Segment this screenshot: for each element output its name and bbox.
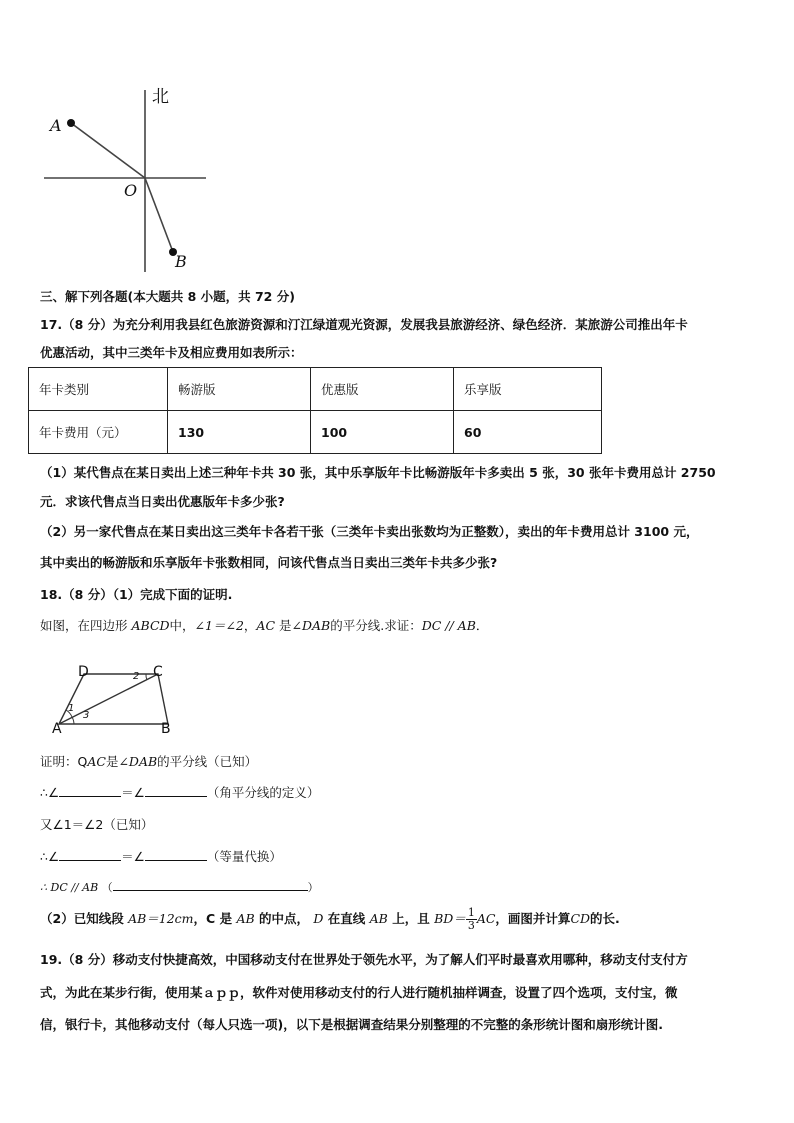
proof-text: 的平分线（已知） <box>157 754 258 769</box>
part2-text: 的中点， <box>259 911 310 926</box>
table-row-label: 年卡费用（元） <box>29 411 168 454</box>
q19-line2: 式，为此在某步行街，使用某ａｐｐ，软件对使用移动支付的行人进行随机抽样调查，设置了四个选项，支付宝，微 <box>40 985 678 1000</box>
equals-text: ＝∠ <box>121 849 145 864</box>
bd-eq: BD＝ <box>434 911 466 926</box>
label-a: A <box>50 116 62 135</box>
open-paren: （ <box>101 881 113 894</box>
proof-line-5 <box>40 877 319 895</box>
ab-length: AB＝12cm <box>128 911 194 926</box>
ray-ob <box>145 178 173 252</box>
given-text: 如图，在四边形 <box>40 618 128 633</box>
angle-arc <box>72 717 74 724</box>
ray-oa <box>71 123 145 178</box>
table-header-cell: 乐享版 <box>454 368 602 411</box>
segment-ab: AB <box>369 911 388 926</box>
table-row <box>29 411 602 454</box>
section-heading: 三、解下列各题(本大题共 8 小题，共 72 分) <box>40 289 295 304</box>
q17-part2-line2: 其中卖出的畅游版和乐享版年卡张数相同，问该代售点当日卖出三类年卡共多少张? <box>40 555 498 570</box>
angle-dab: ∠DAB <box>118 754 158 769</box>
part2-text: ，C 是 <box>193 911 233 926</box>
label-b: B <box>175 252 187 271</box>
close-paren: ） <box>307 881 319 894</box>
table-row <box>29 368 602 411</box>
compass-figure <box>30 80 220 280</box>
reason-text: （等量代换） <box>206 849 282 864</box>
answer-blank[interactable] <box>145 847 207 861</box>
fraction-numerator: 1 <box>467 906 475 919</box>
answer-blank[interactable] <box>145 783 207 797</box>
point-a <box>67 119 75 127</box>
vertex-c: C <box>153 664 163 680</box>
fee-table <box>28 367 602 454</box>
vertex-b: B <box>161 721 171 737</box>
proof-line-2 <box>40 783 319 801</box>
segment-ac: AC <box>476 911 496 926</box>
proof-text: 证明：Q <box>40 754 88 769</box>
diagonal-ac <box>59 674 158 724</box>
dc-parallel-ab: DC // AB <box>421 618 476 633</box>
vertex-a: A <box>52 721 62 737</box>
table-header-cell: 年卡类别 <box>29 368 168 411</box>
part2-text: 的长. <box>590 911 620 926</box>
q17-part1-line1: （1）某代售点在某日卖出上述三种年卡共 30 张，其中乐享版年卡比畅游版年卡多卖出 5 张，30 张年卡费用总计 2750 <box>40 465 716 480</box>
proof-line-1 <box>40 752 257 770</box>
given-text: ， <box>243 618 257 633</box>
therefore-text: ∴∠ <box>40 849 60 864</box>
angle-arc <box>146 674 147 680</box>
part2-text: ，画图并计算 <box>495 911 571 926</box>
given-text: 中， <box>169 618 195 633</box>
segment-ab: AB <box>236 911 255 926</box>
therefore-text: ∴ DC // AB <box>40 881 99 894</box>
q17-line1: 17.（8 分）为充分利用我县红色旅游资源和汀江绿道观光资源，发展我县旅游经济、绿色经济．某旅游公司推出年卡 <box>40 317 688 332</box>
table-header-cell: 畅游版 <box>168 368 311 411</box>
fraction-denominator: 3 <box>467 919 475 932</box>
answer-blank[interactable] <box>59 847 121 861</box>
proof-line-4 <box>40 847 282 865</box>
q19-line1: 19.（8 分）移动支付快捷高效，中国移动支付在世界处于领先水平，为了解人们平时最喜欢用哪种，移动支付支付方 <box>40 952 688 967</box>
q18-line1: 18.（8 分）（1）完成下面的证明. <box>40 587 233 602</box>
segment-cd: CD <box>570 911 591 926</box>
answer-blank[interactable] <box>113 877 308 891</box>
angle-label-1: 1 <box>68 703 75 714</box>
table-cell: 100 <box>311 411 454 454</box>
q17-part1-line2: 元．求该代售点当日卖出优惠版年卡多少张? <box>40 494 285 509</box>
proof-line-3: 又∠1＝∠2（已知） <box>40 817 154 832</box>
part2-text: 上，且 <box>392 911 430 926</box>
q18-part2 <box>40 907 620 932</box>
part2-text: 在直线 <box>327 911 366 926</box>
q17-line2: 优惠活动，其中三类年卡及相应费用如表所示： <box>40 345 303 360</box>
angle-label-2: 2 <box>133 671 140 682</box>
equals-text: ＝∠ <box>121 785 145 800</box>
angle-label-3: 3 <box>83 710 90 721</box>
therefore-text: ∴∠ <box>40 785 60 800</box>
angle-1-eq-2: ∠1＝∠2 <box>194 618 244 633</box>
given-text: ． <box>475 618 489 633</box>
part2-text: （2）已知线段 <box>40 911 124 926</box>
answer-blank[interactable] <box>59 783 121 797</box>
table-header-cell: 优惠版 <box>311 368 454 411</box>
north-label: 北 <box>152 87 169 107</box>
label-o: O <box>124 181 138 200</box>
given-text: 是 <box>279 618 292 633</box>
given-text: 的平分线.求证： <box>330 618 422 633</box>
angle-dab: ∠DAB <box>291 618 331 633</box>
proof-text: 是 <box>105 754 119 769</box>
point-d: D <box>313 911 324 926</box>
q17-part2-line1: （2）另一家代售点在某日卖出这三类年卡各若干张（三类年卡卖出张数均为正整数），卖出的年卡费用总计 3100 元， <box>40 524 699 539</box>
segment-ac: AC <box>256 618 276 633</box>
table-cell: 130 <box>168 411 311 454</box>
q19-line3: 信，银行卡，其他移动支付（每人只选一项)，以下是根据调查结果分别整理的不完整的条形统计图和扇形统计图. <box>40 1017 663 1032</box>
q18-given <box>40 616 488 634</box>
reason-text: （角平分线的定义） <box>206 785 320 800</box>
vertex-d: D <box>78 664 89 680</box>
segment-ac: AC <box>87 754 106 769</box>
table-cell: 60 <box>454 411 602 454</box>
quad-abcd: ABCD <box>131 618 170 633</box>
fraction-one-third <box>466 907 477 932</box>
